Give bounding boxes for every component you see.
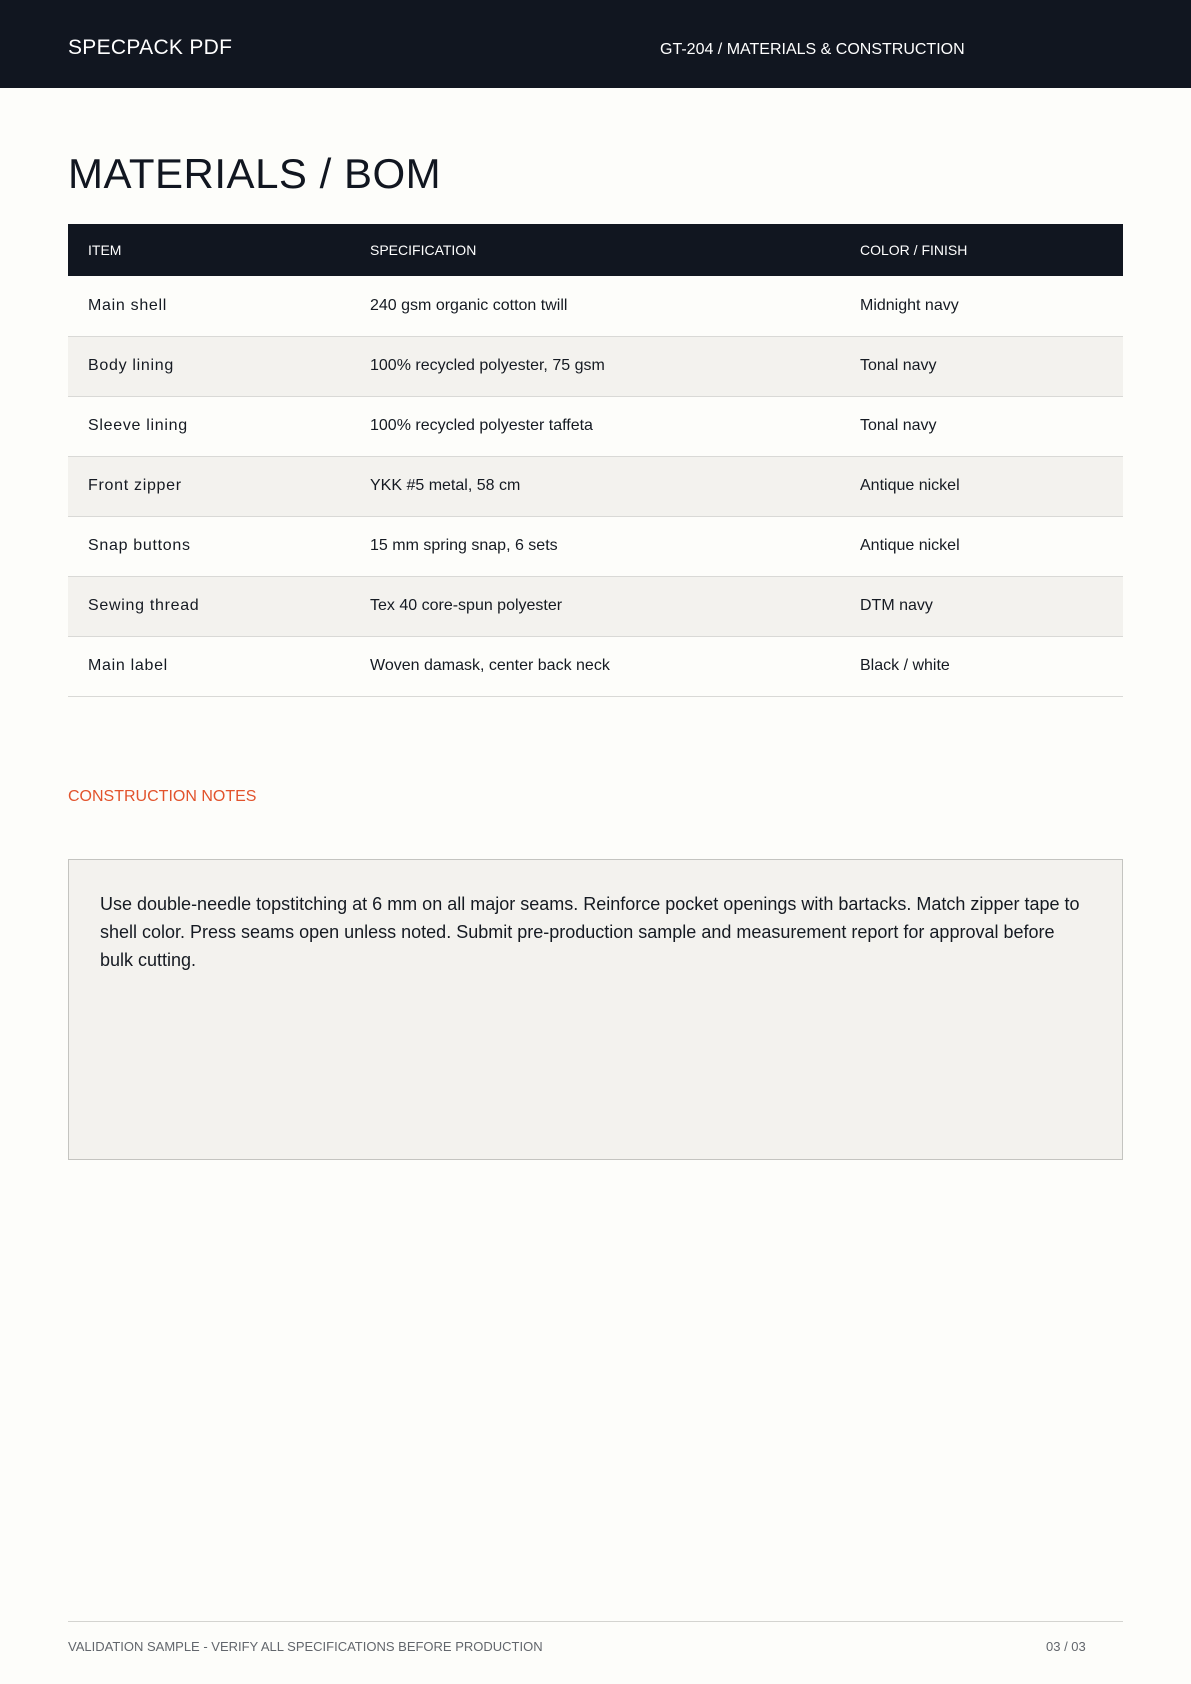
footer-disclaimer: VALIDATION SAMPLE - VERIFY ALL SPECIFICATIONS BEFORE PRODUCTION [68,1639,543,1654]
table-row [68,276,1123,336]
column-header-specification: SPECIFICATION [370,242,477,258]
item-cell: Sleeve lining [88,417,188,434]
color-finish-cell: Antique nickel [860,537,960,554]
specification-cell: 15 mm spring snap, 6 sets [370,537,558,554]
table-row [68,516,1123,576]
color-finish-cell: Tonal navy [860,357,937,374]
brand-title: SPECPACK PDF [68,36,233,59]
bom-table [68,224,1123,697]
specification-cell: 100% recycled polyester, 75 gsm [370,357,605,374]
item-cell: Main shell [88,296,168,314]
table-row [68,396,1123,456]
document-reference: GT-204 / MATERIALS & CONSTRUCTION [660,41,965,58]
color-finish-cell: Black / white [860,657,950,674]
item-cell: Body lining [88,357,174,374]
item-cell: Sewing thread [88,597,200,614]
table-row [68,456,1123,516]
construction-notes-heading: CONSTRUCTION NOTES [68,788,257,805]
specification-cell: Tex 40 core-spun polyester [370,597,563,614]
specification-cell: Woven damask, center back neck [370,657,610,674]
color-finish-cell: DTM navy [860,597,933,614]
column-header-item: ITEM [88,242,122,258]
construction-notes-text: Use double-needle topstitching at 6 mm on all major seams. Reinforce pocket openings with bartacks. Match zipper tape to shell color. Press seams open unless noted. Submit pre-production sample and measurement report for approval before bulk cutting. [100,894,1080,970]
item-cell: Snap buttons [88,537,191,554]
bom-header-row [68,224,1123,276]
table-row [68,336,1123,396]
color-finish-cell: Tonal navy [860,417,937,434]
item-cell: Front zipper [88,477,182,494]
header-bar [0,0,1191,88]
table-row [68,576,1123,636]
table-row [68,636,1123,696]
column-header-color-finish: COLOR / FINISH [860,242,968,258]
color-finish-cell: Midnight navy [860,296,959,314]
item-cell: Main label [88,657,168,674]
construction-notes-box [68,859,1123,1160]
color-finish-cell: Antique nickel [860,477,960,494]
specification-cell: 240 gsm organic cotton twill [370,296,568,314]
page-number: 03 / 03 [1046,1639,1086,1654]
footer-divider [68,1621,1123,1622]
page-title: MATERIALS / BOM [68,150,442,197]
specification-cell: 100% recycled polyester taffeta [370,417,593,434]
specification-cell: YKK #5 metal, 58 cm [370,477,521,494]
